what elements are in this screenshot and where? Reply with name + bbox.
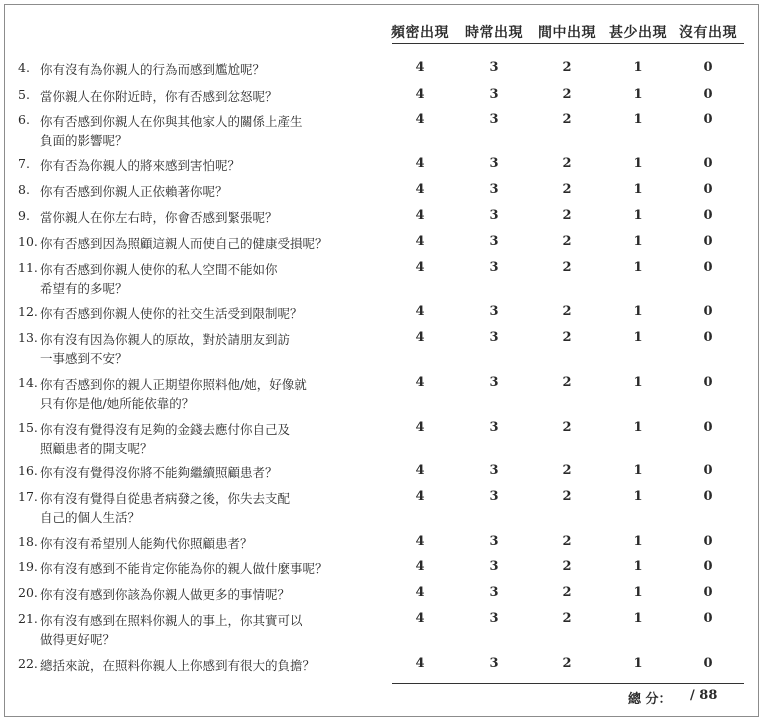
total-score-label: 總 分： <box>628 692 672 707</box>
question-text: 你有否感到你親人使你的社交生活受到限制呢？ <box>40 306 303 321</box>
score-option: 2 <box>562 156 572 171</box>
score-option: 4 <box>415 60 425 75</box>
question-text: 你有否感到你親人使你的私人空間不能如你 希望有的多呢？ <box>40 262 278 296</box>
column-header: 甚少出現 <box>609 25 667 41</box>
score-option: 2 <box>562 330 572 345</box>
question-text: 你有否感到你的親人正期望你照料他/她，好像就 只有你是他/她所能依靠的？ <box>40 377 307 411</box>
question-text: 當你親人在你附近時，你有否感到忿怒呢？ <box>40 89 278 104</box>
total-score-value: / 88 <box>690 688 718 703</box>
question-number: 13. <box>18 330 38 345</box>
question-text: 你有沒有因為你親人的原故，對於請朋友到訪 一事感到不安？ <box>40 332 291 366</box>
score-option: 3 <box>489 60 499 75</box>
score-option: 2 <box>562 208 572 223</box>
score-option: 1 <box>633 87 643 102</box>
score-option: 2 <box>562 656 572 671</box>
score-option: 3 <box>489 463 499 478</box>
score-option: 4 <box>415 656 425 671</box>
score-option: 4 <box>415 330 425 345</box>
score-option: 1 <box>633 534 643 549</box>
score-option: 0 <box>703 260 713 275</box>
score-option: 1 <box>633 60 643 75</box>
score-option: 3 <box>489 87 499 102</box>
score-option: 3 <box>489 156 499 171</box>
footer-divider <box>392 683 744 684</box>
score-option: 1 <box>633 304 643 319</box>
score-option: 4 <box>415 463 425 478</box>
score-option: 4 <box>415 559 425 574</box>
score-option: 4 <box>415 260 425 275</box>
score-option: 2 <box>562 559 572 574</box>
score-option: 2 <box>562 112 572 127</box>
score-option: 3 <box>489 534 499 549</box>
score-option: 4 <box>415 112 425 127</box>
score-option: 3 <box>489 182 499 197</box>
score-option: 4 <box>415 87 425 102</box>
question-number: 8. <box>18 182 30 197</box>
score-option: 3 <box>489 304 499 319</box>
score-option: 2 <box>562 534 572 549</box>
score-option: 0 <box>703 611 713 626</box>
score-option: 2 <box>562 489 572 504</box>
score-option: 0 <box>703 234 713 249</box>
score-option: 1 <box>633 611 643 626</box>
question-text: 當你親人在你左右時，你會否感到緊張呢？ <box>40 210 278 225</box>
score-option: 4 <box>415 534 425 549</box>
score-option: 1 <box>633 156 643 171</box>
score-option: 1 <box>633 463 643 478</box>
score-option: 1 <box>633 489 643 504</box>
score-option: 4 <box>415 489 425 504</box>
score-option: 2 <box>562 87 572 102</box>
score-option: 4 <box>415 585 425 600</box>
score-option: 0 <box>703 208 713 223</box>
score-option: 1 <box>633 112 643 127</box>
question-number: 9. <box>18 208 30 223</box>
score-option: 2 <box>562 420 572 435</box>
column-header: 間中出現 <box>538 25 596 41</box>
score-option: 0 <box>703 656 713 671</box>
score-option: 3 <box>489 330 499 345</box>
score-option: 3 <box>489 585 499 600</box>
score-option: 0 <box>703 463 713 478</box>
question-number: 7. <box>18 156 30 171</box>
score-option: 1 <box>633 330 643 345</box>
question-text: 你有沒有希望別人能夠代你照顧患者？ <box>40 536 253 551</box>
question-number: 10. <box>18 234 38 249</box>
score-option: 4 <box>415 182 425 197</box>
score-option: 3 <box>489 375 499 390</box>
score-option: 3 <box>489 112 499 127</box>
score-option: 3 <box>489 559 499 574</box>
question-number: 16. <box>18 463 38 478</box>
question-text: 你有沒有感到在照料你親人的事上，你其實可以 做得更好呢？ <box>40 613 303 647</box>
score-option: 4 <box>415 234 425 249</box>
score-option: 0 <box>703 375 713 390</box>
score-option: 1 <box>633 656 643 671</box>
score-option: 1 <box>633 182 643 197</box>
column-header: 沒有出現 <box>679 25 737 41</box>
score-option: 4 <box>415 611 425 626</box>
score-option: 1 <box>633 260 643 275</box>
question-number: 20. <box>18 585 38 600</box>
question-text: 你有沒有覺得沒你將不能夠繼續照顧患者？ <box>40 465 278 480</box>
question-text: 你有沒有感到你該為你親人做更多的事情呢？ <box>40 587 291 602</box>
score-option: 2 <box>562 60 572 75</box>
score-option: 3 <box>489 260 499 275</box>
header-divider <box>392 43 744 44</box>
score-option: 2 <box>562 375 572 390</box>
question-number: 17. <box>18 489 38 504</box>
question-text: 你有沒有覺得自從患者病發之後，你失去支配 自己的個人生活？ <box>40 491 291 525</box>
question-number: 19. <box>18 559 38 574</box>
score-option: 2 <box>562 585 572 600</box>
score-option: 3 <box>489 234 499 249</box>
question-number: 4. <box>18 60 30 75</box>
score-option: 0 <box>703 489 713 504</box>
score-option: 3 <box>489 611 499 626</box>
score-option: 2 <box>562 611 572 626</box>
column-header: 頻密出現 <box>391 25 449 41</box>
score-option: 0 <box>703 559 713 574</box>
score-option: 4 <box>415 156 425 171</box>
score-option: 2 <box>562 463 572 478</box>
column-header: 時常出現 <box>465 25 523 41</box>
score-option: 2 <box>562 234 572 249</box>
score-option: 4 <box>415 304 425 319</box>
question-number: 6. <box>18 112 30 127</box>
question-number: 21. <box>18 611 38 626</box>
score-option: 4 <box>415 208 425 223</box>
question-text: 你有否感到因為照顧這親人而使自己的健康受損呢？ <box>40 236 328 251</box>
score-option: 3 <box>489 656 499 671</box>
score-option: 2 <box>562 182 572 197</box>
score-option: 0 <box>703 330 713 345</box>
score-option: 3 <box>489 420 499 435</box>
question-number: 12. <box>18 304 38 319</box>
score-option: 4 <box>415 375 425 390</box>
question-number: 14. <box>18 375 38 390</box>
score-option: 1 <box>633 208 643 223</box>
question-text: 你有否為你親人的將來感到害怕呢？ <box>40 158 241 173</box>
question-text: 你有沒有為你親人的行為而感到尷尬呢？ <box>40 62 266 77</box>
score-option: 1 <box>633 585 643 600</box>
score-option: 1 <box>633 234 643 249</box>
score-option: 4 <box>415 420 425 435</box>
score-option: 0 <box>703 60 713 75</box>
score-option: 0 <box>703 585 713 600</box>
score-option: 1 <box>633 559 643 574</box>
question-text: 你有沒有感到不能肯定你能為你的親人做什麼事呢？ <box>40 561 328 576</box>
question-text: 總括來說，在照料你親人上你感到有很大的負擔？ <box>40 658 316 673</box>
question-text: 你有否感到你親人在你與其他家人的關係上產生 負面的影響呢？ <box>40 114 303 148</box>
score-option: 0 <box>703 304 713 319</box>
question-number: 18. <box>18 534 38 549</box>
score-option: 2 <box>562 304 572 319</box>
question-number: 11. <box>18 260 38 275</box>
score-option: 0 <box>703 87 713 102</box>
score-option: 1 <box>633 375 643 390</box>
score-option: 3 <box>489 208 499 223</box>
score-option: 1 <box>633 420 643 435</box>
question-text: 你有否感到你親人正依賴著你呢？ <box>40 184 228 199</box>
question-number: 5. <box>18 87 30 102</box>
question-text: 你有沒有覺得沒有足夠的金錢去應付你自己及 照顧患者的開支呢？ <box>40 422 291 456</box>
score-option: 0 <box>703 156 713 171</box>
score-option: 0 <box>703 182 713 197</box>
score-option: 3 <box>489 489 499 504</box>
score-option: 0 <box>703 112 713 127</box>
question-number: 15. <box>18 420 38 435</box>
question-number: 22. <box>18 656 38 671</box>
score-option: 2 <box>562 260 572 275</box>
score-option: 0 <box>703 420 713 435</box>
score-option: 0 <box>703 534 713 549</box>
